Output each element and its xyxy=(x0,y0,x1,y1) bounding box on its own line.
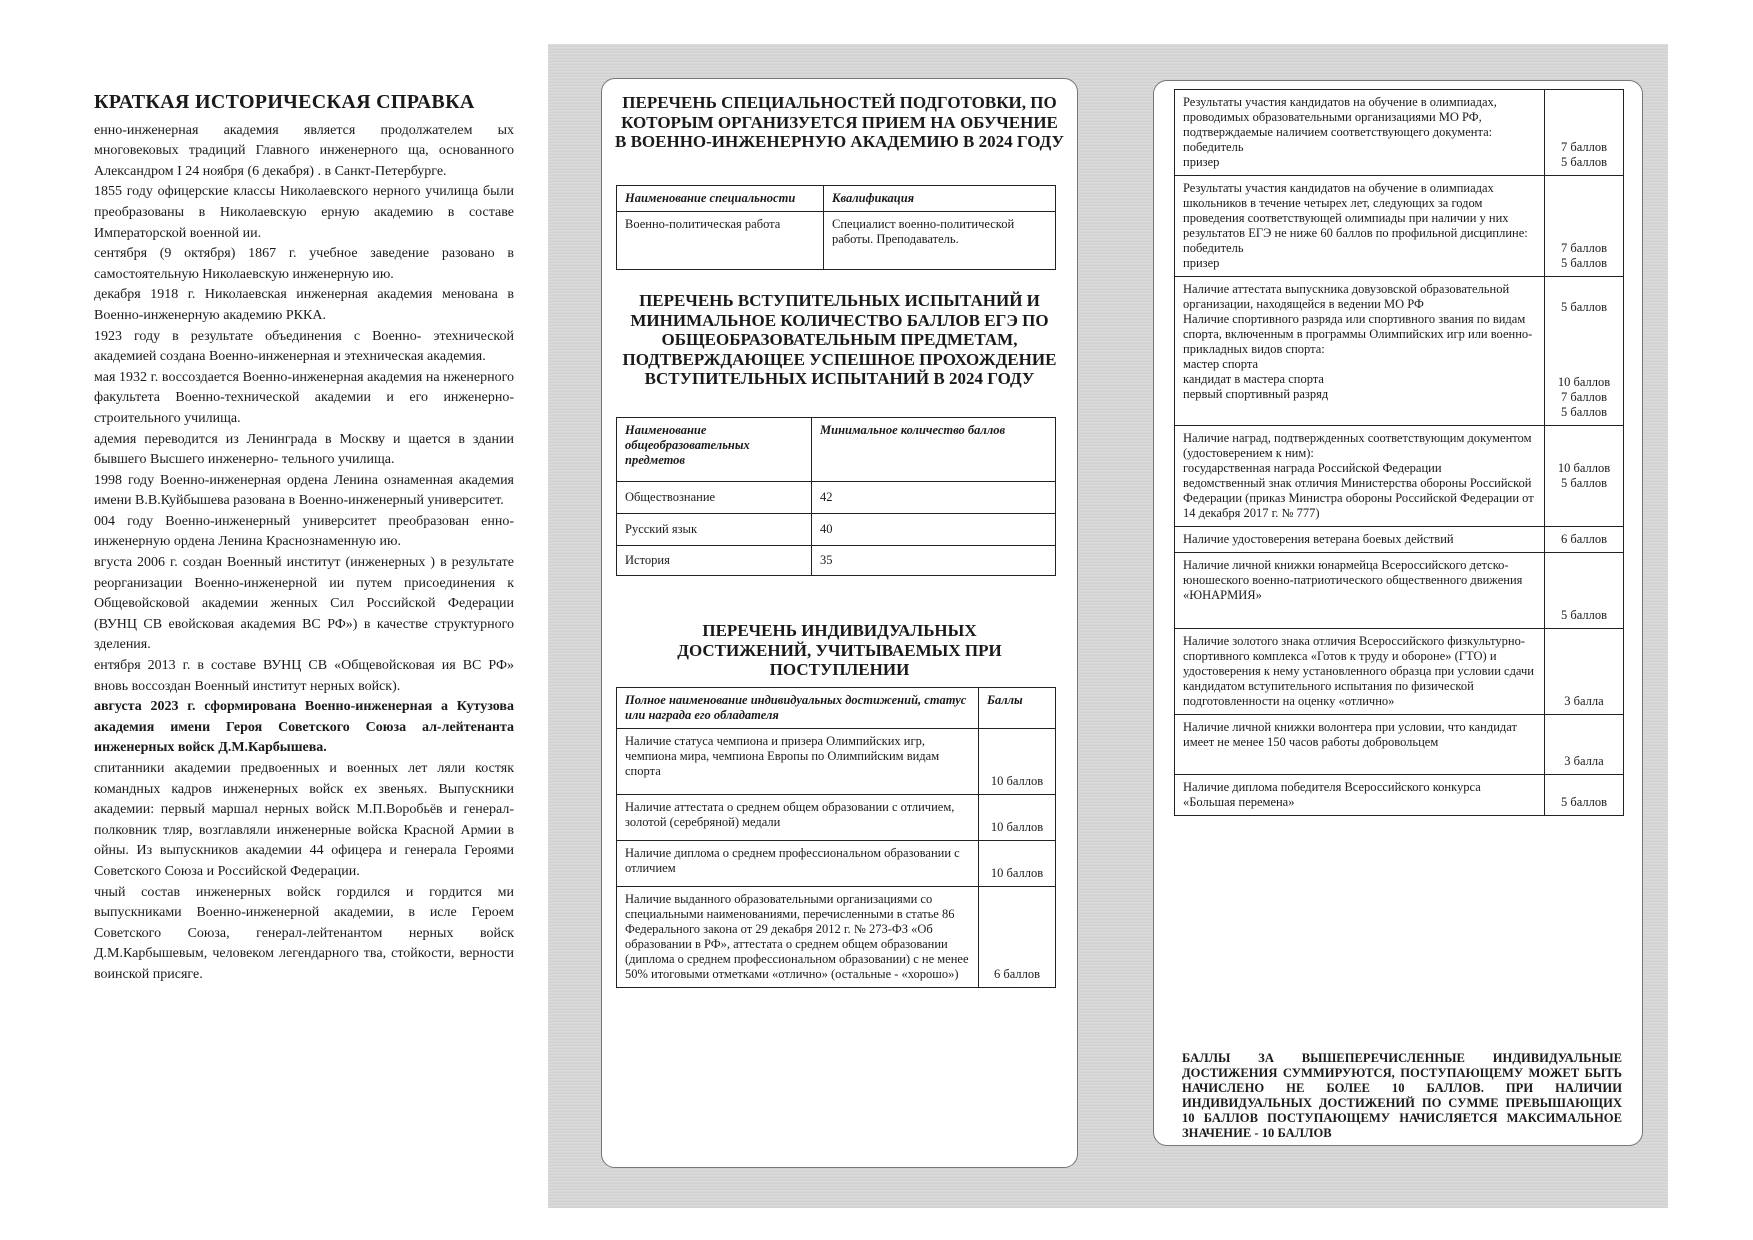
history-paragraph: ентября 2013 г. в составе ВУНЦ СВ «Общевойсковая ия ВС РФ» вновь воссоздан Военный институт нерных войск). xyxy=(94,658,514,694)
specialty-name: Военно-политическая работа xyxy=(617,212,824,270)
specialties-table xyxy=(616,185,1056,270)
exams-header-subject: Наименование общеобразовательных предметов xyxy=(617,418,812,482)
achievement-text: Результаты участия кандидатов на обучение в олимпиадах школьников в течение четырех лет, следующих за годом проведения соответствующей олимпиады при наличии у них результатов ЕГЭ не ниже 60 баллов по профильной дисциплине: победитель призер xyxy=(1175,176,1545,277)
specialties-title: ПЕРЕЧЕНЬ СПЕЦИАЛЬНОСТЕЙ ПОДГОТОВКИ, ПО КОТОРЫМ ОРГАНИЗУЕТСЯ ПРИЕМ НА ОБУЧЕНИЕ В ВОЕННО-ИНЖЕНЕРНУЮ АКАДЕМИЮ В 2024 ГОДУ xyxy=(614,93,1064,151)
achievement-points: 5 баллов xyxy=(1545,775,1624,816)
exams-title: ПЕРЕЧЕНЬ ВСТУПИТЕЛЬНЫХ ИСПЫТАНИЙ И МИНИМАЛЬНОЕ КОЛИЧЕСТВО БАЛЛОВ ЕГЭ ПО ОБЩЕОБРАЗОВАТЕЛЬНЫМ ПРЕДМЕТАМ, ПОДТВЕРЖДАЮЩЕЕ УСПЕШНОЕ ПРОХОЖДЕНИЕ ВСТУПИТЕЛЬНЫХ ИСПЫТАНИЙ В 2024 ГОДУ xyxy=(622,291,1057,388)
achievement-text: Наличие аттестата о среднем общем образовании с отличием, золотой (серебряной) медали xyxy=(617,795,979,841)
table-row xyxy=(617,887,1056,988)
specialty-qualification: Специалист военно-политической работы. Преподаватель. xyxy=(824,212,1056,270)
history-paragraph: 1923 году в результате объединения с Военно- этехнической академией создана Военно-инженерная и этехническая академия. xyxy=(94,328,514,365)
exams-header-min: Минимальное количество баллов xyxy=(812,418,1056,482)
achievement-text: Наличие удостоверения ветерана боевых действий xyxy=(1175,527,1545,553)
table-row xyxy=(1175,775,1624,816)
achievement-text: Наличие личной книжки волонтера при условии, что кандидат имеет не менее 150 часов работы добровольцем xyxy=(1175,715,1545,775)
exam-min-score: 42 xyxy=(812,482,1056,514)
exams-table xyxy=(616,417,1056,576)
table-row xyxy=(617,841,1056,887)
achievement-text: Результаты участия кандидатов на обучение в олимпиадах, проводимых образовательными организациями МО РФ, подтверждаемые наличием соответствующего документа: победитель призер xyxy=(1175,90,1545,176)
achievement-points: 10 баллов xyxy=(979,795,1056,841)
history-column xyxy=(94,92,514,986)
achievements-continued-table xyxy=(1174,89,1624,816)
table-row xyxy=(617,546,1056,576)
specialties-header-qual: Квалификация xyxy=(824,186,1056,212)
table-row xyxy=(1175,277,1624,426)
achievement-text: Наличие статуса чемпиона и призера Олимпийских игр, чемпиона мира, чемпиона Европы по Олимпийским видам спорта xyxy=(617,729,979,795)
table-row xyxy=(617,795,1056,841)
history-title: КРАТКАЯ ИСТОРИЧЕСКАЯ СПРАВКА xyxy=(94,91,475,113)
right-panel xyxy=(1153,80,1643,1146)
exam-subject: Обществознание xyxy=(617,482,812,514)
table-row xyxy=(617,482,1056,514)
table-row xyxy=(1175,629,1624,715)
achievement-text: Наличие аттестата выпускника довузовской образовательной организации, находящейся в ведении МО РФ Наличие спортивного разряда или спортивного звания по видам спорта, включенным в программы Олимпийских игр или военно-прикладных видов спорта: мастер спорта кандидат в мастера спорта первый спортивный разряд xyxy=(1175,277,1545,426)
table-row xyxy=(1175,426,1624,527)
history-paragraph: енно-инженерная академия является продолжателем ых многовековых традиций Главного инженерного ща, основанного Александром I 24 ноября (6 декабря) . в Санкт-Петербурге. xyxy=(94,122,514,179)
achievement-points: 7 баллов 5 баллов xyxy=(1545,176,1624,277)
achievement-text: Наличие диплома победителя Всероссийского конкурса «Большая перемена» xyxy=(1175,775,1545,816)
history-paragraph: мая 1932 г. воссоздается Военно-инженерная академия на нженерного факультета Военно-технической академии и его инженерно-строительного училища. xyxy=(94,369,514,426)
table-row xyxy=(617,729,1056,795)
achievement-text: Наличие наград, подтвержденных соответствующим документом (удостоверением к ним): государственная награда Российской Федерации ведомственный знак отличия Министерства обороны Российской Федерации (приказ Министра обороны Российской Федерации от 14 декабря 2017 г. № 777) xyxy=(1175,426,1545,527)
achievement-points: 6 баллов xyxy=(1545,527,1624,553)
achievement-points: 10 баллов 5 баллов xyxy=(1545,426,1624,527)
history-paragraph: вгуста 2006 г. создан Военный институт (инженерных ) в результате реорганизации Военно-инженерной ии путем присоединения к Общевойсковой академии женных Сил Российской Федерации (ВУНЦ СВ евойсковая академия ВС РФ») в качестве структурного зделения. xyxy=(94,555,514,653)
achievements-header-points: Баллы xyxy=(979,688,1056,729)
achievement-points: 3 балла xyxy=(1545,629,1624,715)
history-paragraph: 1855 году офицерские классы Николаевского нерного училища были преобразованы в Николаевскую ерную академию в составе Императорской военной ии. xyxy=(94,184,514,241)
history-paragraph: адемия переводится из Ленинграда в Москву и щается в здании бывшего Высшего инженерно- тельного училища. xyxy=(94,431,514,468)
achievement-points: 7 баллов 5 баллов xyxy=(1545,90,1624,176)
exam-min-score: 35 xyxy=(812,546,1056,576)
table-row xyxy=(1175,715,1624,775)
history-paragraph: 004 году Военно-инженерный университет преобразован енно-инженерную ордена Ленина Краснознаменную ию. xyxy=(94,513,514,550)
history-paragraph: чный состав инженерных войск гордился и гордится ми выпускниками Военно-инженерной академии, в исле Героем Советского Союза, генерал-лейтенантом нерных войск Д.М.Карбышевым, человеком легендарного тва, стойкости, верности воинской присяге. xyxy=(94,884,514,982)
table-row xyxy=(617,514,1056,546)
achievement-points: 6 баллов xyxy=(979,887,1056,988)
table-row xyxy=(1175,553,1624,629)
achievement-points: 10 баллов xyxy=(979,729,1056,795)
history-paragraph-bold: августа 2023 г. сформирована Военно-инженерная а Кутузова академия имени Героя Советского Союза ал-лейтенанта инженерных войск Д.М.Карбышева. xyxy=(94,699,514,756)
achievement-points: 5 баллов xyxy=(1545,553,1624,629)
table-row xyxy=(1175,90,1624,176)
achievement-text: Наличие диплома о среднем профессиональном образовании с отличием xyxy=(617,841,979,887)
achievement-text: Наличие золотого знака отличия Всероссийского физкультурно-спортивного комплекса «Готов к труду и обороне» (ГТО) и удостоверения к нему установленного образца при условии сдачи кандидатом вступительного испытания по физической подготовленности на оценку «отлично» xyxy=(1175,629,1545,715)
achievements-table xyxy=(616,687,1056,988)
exam-subject: Русский язык xyxy=(617,514,812,546)
achievement-points: 3 балла xyxy=(1545,715,1624,775)
table-row xyxy=(1175,176,1624,277)
achievement-text: Наличие выданного образовательными организациями со специальными наименованиями, перечисленными в статье 86 Федерального закона от 29 декабря 2012 г. № 273-ФЗ «Об образовании в РФ», аттестата о среднем общем образовании (диплома о среднем профессиональном образовании) с не менее 50% итоговыми отметками «отлично» (остальные - «хорошо») xyxy=(617,887,979,988)
achievement-points: 5 баллов 10 баллов 7 баллов 5 баллов xyxy=(1545,277,1624,426)
history-paragraph: сентября (9 октября) 1867 г. учебное заведение разовано в самостоятельную Николаевскую инженерную ию. xyxy=(94,246,514,282)
history-paragraph: 1998 году Военно-инженерная ордена Ленина ознаменная академия имени В.В.Куйбышева разована в Военно-инженерный университет. xyxy=(94,472,514,509)
points-note: БАЛЛЫ ЗА ВЫШЕПЕРЕЧИСЛЕННЫЕ ИНДИВИДУАЛЬНЫЕ ДОСТИЖЕНИЯ СУММИРУЮТСЯ, ПОСТУПАЮЩЕМУ МОЖЕТ БЫТЬ НАЧИСЛЕНО НЕ БОЛЕЕ 10 БАЛЛОВ. ПРИ НАЛИЧИИ ИНДИВИДУАЛЬНЫХ ДОСТИЖЕНИЙ ПО СУММЕ ПРЕВЫШАЮЩИХ 10 БАЛЛОВ ПОСТУПАЮЩЕМУ НАЧИСЛЯЕТСЯ МАКСИМАЛЬНОЕ ЗНАЧЕНИЕ - 10 БАЛЛОВ xyxy=(1182,1051,1622,1140)
achievement-points: 10 баллов xyxy=(979,841,1056,887)
history-paragraph: декабря 1918 г. Николаевская инженерная академия менована в Военно-инженерную академию РККА. xyxy=(94,287,514,323)
achievements-header-name: Полное наименование индивидуальных достижений, статус или награда его обладателя xyxy=(617,688,979,729)
exam-subject: История xyxy=(617,546,812,576)
history-paragraph: спитанники академии предвоенных и военных лет ляли костяк командных кадров инженерных войск ех звеньях. Выпускники академии: первый маршал нерных войск М.П.Воробьёв и генерал-полковник тляр, возглавляли инженерные войска Красной Армии в ойны. Из выпускников академии 44 офицера и генерала Героями Советского Союза и Российской Федерации. xyxy=(94,761,514,879)
specialties-header-name: Наименование специальности xyxy=(617,186,824,212)
exam-min-score: 40 xyxy=(812,514,1056,546)
table-row xyxy=(1175,527,1624,553)
achievements-title: ПЕРЕЧЕНЬ ИНДИВИДУАЛЬНЫХ ДОСТИЖЕНИЙ, УЧИТЫВАЕМЫХ ПРИ ПОСТУПЛЕНИИ xyxy=(677,621,1002,679)
middle-panel xyxy=(601,78,1078,1168)
achievement-text: Наличие личной книжки юнармейца Всероссийского детско-юношеского военно-патриотического общественного движения «ЮНАРМИЯ» xyxy=(1175,553,1545,629)
